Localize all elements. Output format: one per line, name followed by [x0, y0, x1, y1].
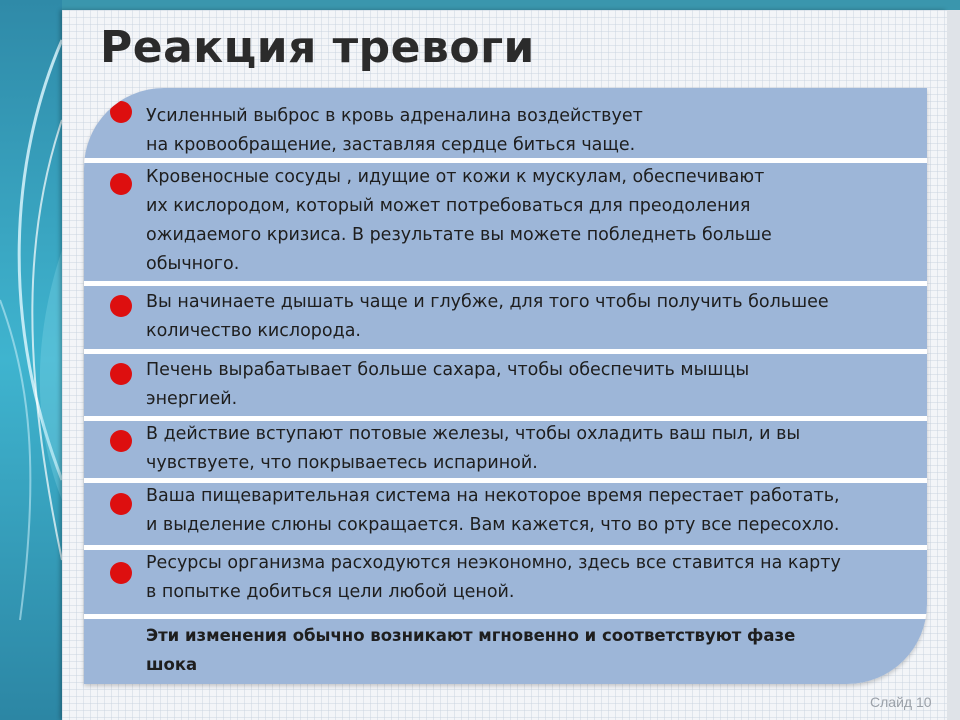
- red-bullet-icon: [110, 295, 132, 317]
- list-item-text: Ресурсы организма расходуются неэкономно, здесь все ставится на карту в попытке добиться цели любой ценой.: [146, 553, 841, 602]
- red-bullet-icon: [110, 493, 132, 515]
- list-item: [84, 421, 927, 478]
- list-item: [84, 550, 927, 614]
- top-accent-strip: [62, 0, 960, 10]
- red-bullet-icon: [110, 173, 132, 195]
- slide-number: Слайд 10: [870, 694, 932, 710]
- list-item: [84, 286, 927, 349]
- list-item-text: Печень вырабатывает больше сахара, чтобы обеспечить мышцы энергией.: [146, 360, 750, 409]
- bullet-list-panel: [84, 88, 927, 684]
- list-item: [84, 88, 927, 158]
- list-item: [84, 163, 927, 281]
- red-bullet-icon: [110, 562, 132, 584]
- conclusion-text: Эти изменения обычно возникают мгновенно и соответствуют фазе шока: [146, 626, 796, 674]
- list-item: [84, 354, 927, 416]
- list-item: [84, 483, 927, 545]
- slide-title: Реакция тревоги: [100, 22, 535, 73]
- list-item-text: Вы начинаете дышать чаще и глубже, для того чтобы получить большее количество кислорода.: [146, 292, 829, 341]
- right-edge-strip: [947, 10, 960, 720]
- list-item-text: В действие вступают потовые железы, чтобы охладить ваш пыл, и вы чувствуете, что покрываетесь испариной.: [146, 424, 801, 473]
- list-item-text: Усиленный выброс в кровь адреналина воздействует на кровообращение, заставляя сердце биться чаще.: [146, 106, 643, 155]
- red-bullet-icon: [110, 101, 132, 123]
- red-bullet-icon: [110, 363, 132, 385]
- red-bullet-icon: [110, 430, 132, 452]
- list-item-text: Кровеносные сосуды , идущие от кожи к мускулам, обеспечивают их кислородом, который может потребоваться для преодоления ожидаемого кризиса. В результате вы можете побледнеть больше обычного.: [146, 167, 772, 274]
- conclusion-item: [84, 619, 927, 684]
- list-item-text: Ваша пищеварительная система на некоторое время перестает работать, и выделение слюны сокращается. Вам кажется, что во рту все пересохло.: [146, 486, 840, 535]
- left-decorative-band: [0, 0, 62, 720]
